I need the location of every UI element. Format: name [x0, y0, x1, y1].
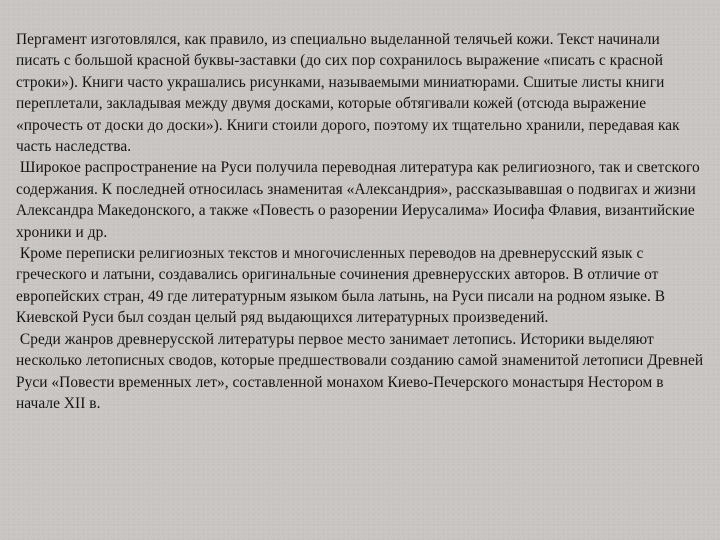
body-text — [16, 29, 706, 414]
paragraph-translated-literature: Широкое распространение на Руси получила переводная литература как религиозного, так и светского содержания. К последней относилась знаменитая «Александрия», рассказывавшая о подвигах и жизни Александра Македонского, а также «Повесть о разорении Иерусалима» Иосифа Флавия, византийские хроники и др. — [16, 159, 704, 241]
paragraph-parchment: Пергамент изготовлялся, как правило, из специально выделанной телячьей кожи. Текст начинали писать с большой красной буквы-заставки (до сих пор сохранилось выражение «писать с красной строки»). Книги часто украшались рисунками, называемыми миниатюрами. Сшитые листы книги переплетали, закладывая между двумя досками, которые обтягивали кожей (отсюда выражение «прочесть от доски до доски»). Книги стоили дорого, поэтому их тщательно хранили, передавая как часть наследства. — [16, 31, 680, 156]
paragraph-original-works: Кроме переписки религиозных текстов и многочисленных переводов на древнерусский язык с греческого и латыни, создавались оригинальные сочинения древнерусских авторов. В отличие от европейских стран, 49 где литературным языком была латынь, на Руси писали на родном языке. В Киевской Руси был создан целый ряд выдающихся литературных произведений. — [16, 245, 670, 327]
paragraph-chronicles: Среди жанров древнерусской литературы первое место занимает летопись. Историки выделяют несколько летописных сводов, которые предшествовали созданию самой знаменитой летописи Древней Руси «Повести временных лет», составленной монахом Киево-Печерского монастыря Нестором в начале XII в. — [16, 330, 708, 412]
